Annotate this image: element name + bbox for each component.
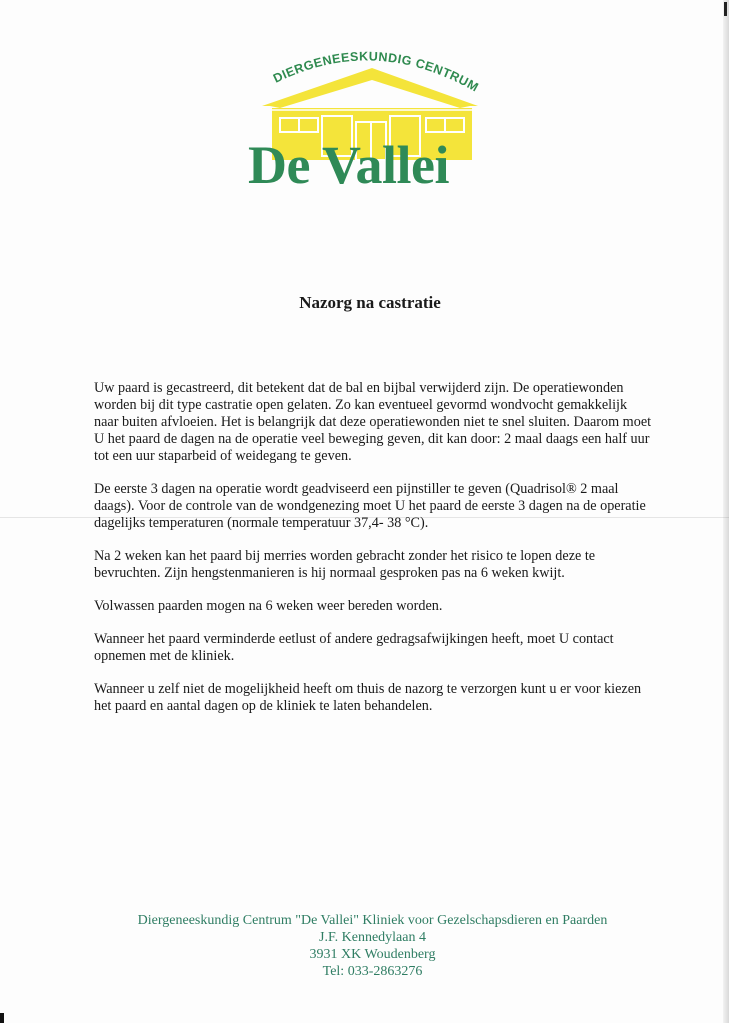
paragraph: Volwassen paarden mogen na 6 weken weer bereden worden. <box>94 598 443 614</box>
paragraph: Wanneer u zelf niet de mogelijkheid heeft om thuis de nazorg te verzorgen kunt u er voor kiezen het paard en aantal dagen op de kliniek te laten behandelen. <box>94 681 642 714</box>
scan-mark <box>724 2 727 16</box>
scan-corner-mark <box>0 1013 4 1023</box>
footer-address <box>0 912 729 980</box>
paragraph: Uw paard is gecastreerd, dit betekent dat de bal en bijbal verwijderd zijn. De operatiewonden worden bij dit type castratie open gelaten. Zo kan eventueel gevormd wondvocht gemakkelijk naar buiten afvloeien. Het is belangrijk dat deze operatiewonden niet te snel sluiten. Daarom moet U het paard de dagen na de operatie veel beweging geven, dit kan door: 2 maal daags een half uur tot een uur staparbeid of weidegang te geven. <box>94 380 652 464</box>
footer-street: J.F. Kennedylaan 4 <box>319 930 426 945</box>
scan-edge <box>723 0 729 1023</box>
logo-arc-text: DIERGENEESKUNDIG CENTRUM <box>271 49 482 95</box>
document-title: Nazorg na castratie <box>299 293 441 312</box>
paragraph: De eerste 3 dagen na operatie wordt geadviseerd een pijnstiller te geven (Quadrisol® 2 maal daags). Voor de controle van de wondgenezing moet U het paard de eerste 3 dagen na de operatie dagelijks temperaturen (normale temperatuur 37,4- 38 °C). <box>94 481 646 531</box>
footer-postcode-city: 3931 XK Woudenberg <box>309 947 436 962</box>
paragraph: Na 2 weken kan het paard bij merries worden gebracht zonder het risico te lopen deze te bevruchten. Zijn hengstenmanieren is hij normaal gesproken pas na 6 weken kwijt. <box>94 548 596 581</box>
document-body <box>94 380 654 731</box>
footer-phone: Tel: 033-2863276 <box>322 964 423 979</box>
footer-clinic-line: Diergeneeskundig Centrum "De Vallei" Kliniek voor Gezelschapsdieren en Paarden <box>137 913 608 928</box>
clinic-name: De Vallei <box>248 135 450 195</box>
paragraph: Wanneer het paard verminderde eetlust of andere gedragsafwijkingen heeft, moet U contact opnemen met de kliniek. <box>94 631 614 664</box>
